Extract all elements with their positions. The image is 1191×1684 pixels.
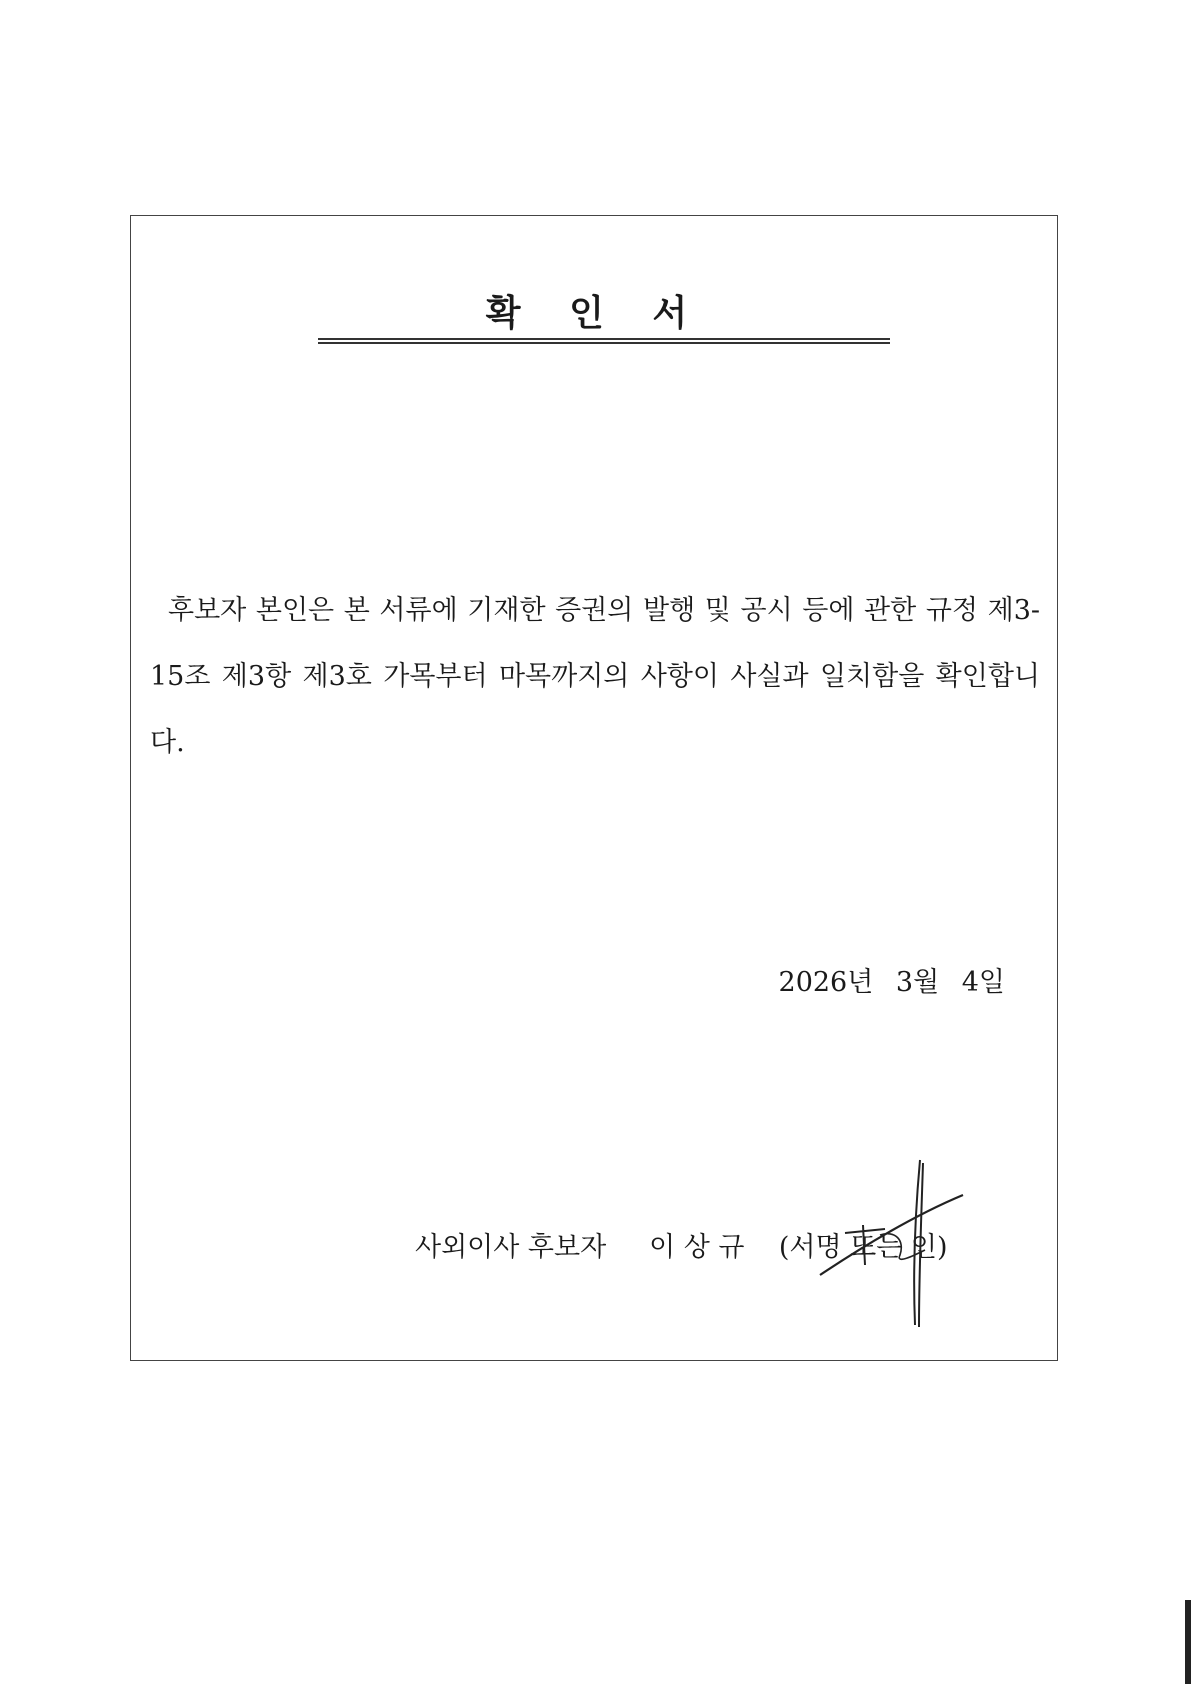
title-double-underline	[318, 338, 890, 344]
handwritten-signature	[805, 1155, 985, 1335]
document-title: 확 인 서	[485, 292, 706, 334]
scan-edge	[1185, 1600, 1191, 1684]
signer-name: 이 상 규	[649, 1232, 745, 1263]
signature-note: (서명 또는 인)	[778, 1232, 948, 1263]
confirmation-body	[150, 578, 1040, 776]
body-text: 후보자 본인은 본 서류에 기재한 증권의 발행 및 공시 등에 관한 규정 제3-15조 제3항 제3호 가목부터 마목까지의 사항이 사실과 일치함을 확인합니다.	[150, 595, 1040, 758]
document-date: 2026년 3월 4일	[778, 967, 1005, 998]
signer-role: 사외이사 후보자	[415, 1232, 607, 1263]
